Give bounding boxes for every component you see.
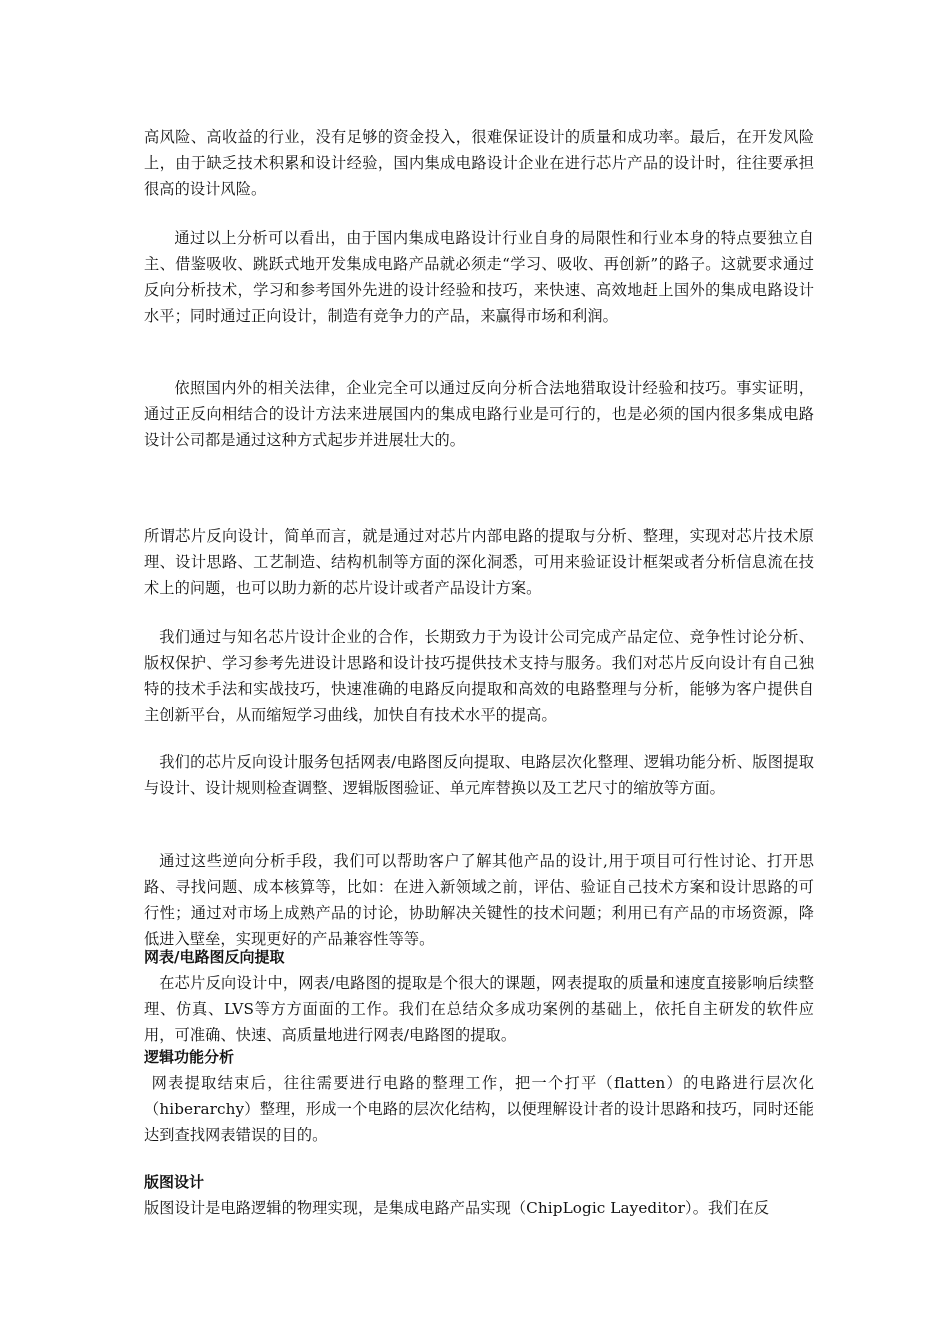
paragraph-services <box>144 749 814 801</box>
heading-layout-design: 版图设计 <box>144 1173 205 1191</box>
paragraph-benefits <box>144 848 814 952</box>
paragraph-cooperation <box>144 624 814 728</box>
paragraph-risk <box>144 124 814 202</box>
paragraph-layout <box>144 1195 814 1221</box>
paragraph-text: 通过以上分析可以看出，由于国内集成电路设计行业自身的局限性和行业本身的特点要独立自主、借鉴吸收、跳跃式地开发集成电路产品就必须走“学习、吸收、再创新”的路子。这就要求通过反向分析技术，学习和参考国外先进的设计经验和技巧，来快速、高效地赶上国外的集成电路设计水平；同时通过正向设计，制造有竞争力的产品，来赢得市场和利润。 <box>144 229 814 325</box>
heading-netlist-extraction: 网表/电路图反向提取 <box>144 948 285 966</box>
paragraph-text: 我们的芯片反向设计服务包括网表/电路图反向提取、电路层次化整理、逻辑功能分析、版图提取与设计、设计规则检查调整、逻辑版图验证、单元库替换以及工艺尺寸的缩放等方面。 <box>144 753 814 797</box>
paragraph-reverse-design-definition <box>144 523 814 601</box>
paragraph-text: 所谓芯片反向设计，简单而言，就是通过对芯片内部电路的提取与分析、整理，实现对芯片技术原理、设计思路、工艺制造、结构机制等方面的深化洞悉，可用来验证设计框架或者分析信息流在技术上的问题，也可以助力新的芯片设计或者产品设计方案。 <box>144 527 814 597</box>
paragraph-text: 在芯片反向设计中，网表/电路图的提取是个很大的课题，网表提取的质量和速度直接影响后续整理、仿真、LVS等方方面面的工作。我们在总结众多成功案例的基础上，依托自主研发的软件应用，可准确、快速、高质量地进行网表/电路图的提取。 <box>144 974 814 1044</box>
paragraph-netlist <box>144 970 814 1048</box>
paragraph-law <box>144 375 814 453</box>
paragraph-text: 依照国内外的相关法律，企业完全可以通过反向分析合法地猎取设计经验和技巧。事实证明，通过正反向相结合的设计方法来进展国内的集成电路行业是可行的，也是必须的国内很多集成电路设计公司都是通过这种方式起步并进展壮大的。 <box>144 379 814 449</box>
paragraph-text: 通过这些逆向分析手段，我们可以帮助客户了解其他产品的设计,用于项目可行性讨论、打开思路、寻找问题、成本核算等，比如：在进入新领域之前，评估、验证自己技术方案和设计思路的可行性；通过对市场上成熟产品的讨论，协助解决关键性的技术问题；利用已有产品的市场资源，降低进入壁垒，实现更好的产品兼容性等等。 <box>144 852 814 948</box>
paragraph-logic <box>144 1070 814 1148</box>
paragraph-text: 版图设计是电路逻辑的物理实现，是集成电路产品实现（ChipLogic Layeditor）。我们在反 <box>144 1199 770 1217</box>
paragraph-text: 我们通过与知名芯片设计企业的合作，长期致力于为设计公司完成产品定位、竞争性讨论分析、版权保护、学习参考先进设计思路和设计技巧提供技术支持与服务。我们对芯片反向设计有自己独特的技术手法和实战技巧，快速准确的电路反向提取和高效的电路整理与分析，能够为客户提供自主创新平台，从而缩短学习曲线，加快自有技术水平的提高。 <box>144 628 814 724</box>
paragraph-text: 高风险、高收益的行业，没有足够的资金投入，很难保证设计的质量和成功率。最后，在开发风险上，由于缺乏技术积累和设计经验，国内集成电路设计企业在进行芯片产品的设计时，往往要承担很高的设计风险。 <box>144 128 814 198</box>
heading-logic-analysis: 逻辑功能分析 <box>144 1048 235 1066</box>
paragraph-analysis <box>144 225 814 329</box>
paragraph-text: 网表提取结束后，往往需要进行电路的整理工作，把一个打平（flatten）的电路进行层次化（hiberarchy）整理，形成一个电路的层次化结构，以便理解设计者的设计思路和技巧，同时还能达到查找网表错误的目的。 <box>144 1074 814 1144</box>
